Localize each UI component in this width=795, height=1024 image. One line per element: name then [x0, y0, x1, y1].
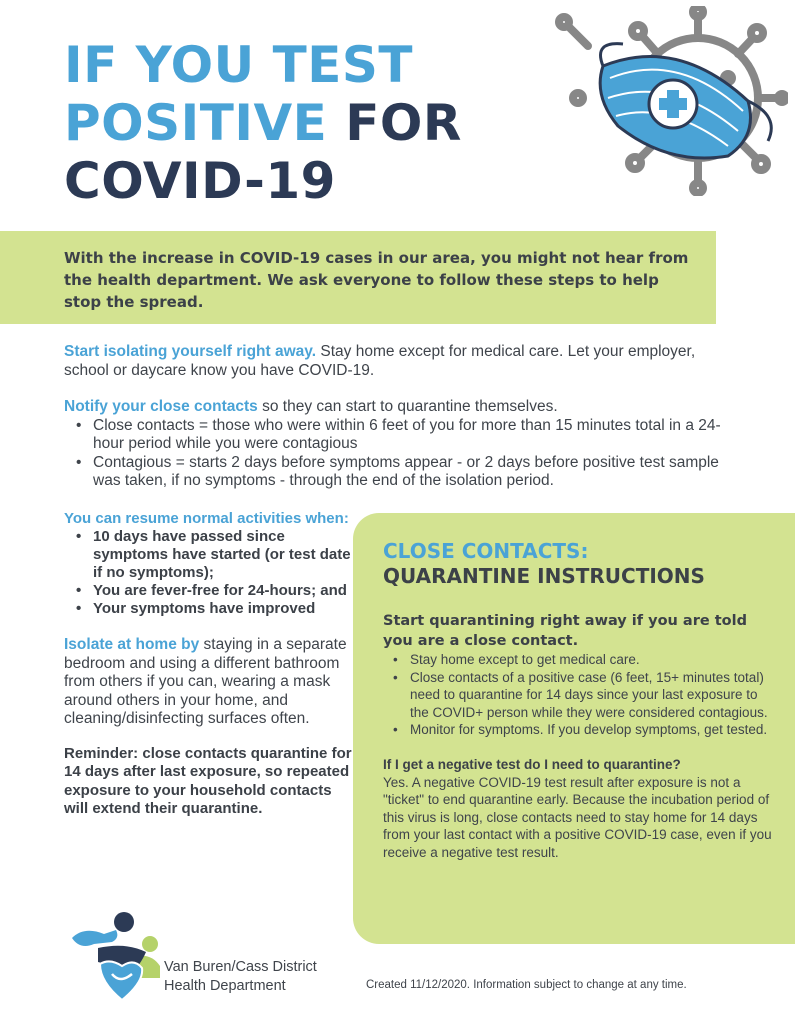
banner-text: With the increase in COVID-19 cases in our area, you might not hear from the health department. We ask everyone to follow these steps to help stop the spread.	[64, 249, 689, 311]
resume-list	[64, 528, 354, 618]
title-positive: POSITIVE	[64, 94, 328, 152]
list-item: • Contagious = starts 2 days before symptoms appear - or 2 days before positive test sample was taken, if no symptoms - through the end of the isolation period.	[93, 454, 744, 491]
notify-paragraph	[64, 398, 744, 417]
title-line-1: IF YOU TEST	[64, 36, 413, 94]
panel-heading	[383, 539, 775, 589]
isolate-home-paragraph	[64, 636, 354, 729]
notify-section	[64, 398, 744, 491]
faq-question: If I get a negative test do I need to quarantine?	[383, 756, 681, 772]
isolate-home-lead: Isolate at home by	[64, 636, 200, 653]
health-department-logo	[64, 908, 164, 1003]
department-line-2: Health Department	[164, 978, 286, 994]
notify-text: so they can start to quarantine themselves.	[257, 398, 558, 415]
title-covid: COVID-19	[64, 152, 336, 210]
notify-list	[64, 417, 744, 491]
created-note: Created 11/12/2020. Information subject to change at any time.	[366, 979, 687, 991]
isolate-now-section	[64, 343, 724, 380]
left-column	[64, 510, 354, 819]
page-title	[64, 36, 462, 210]
list-item: • Close contacts of a positive case (6 feet, 15+ minutes total) need to quarantine for 14 days since your last exposure to the COVID+ person while they were considered contagious.	[410, 669, 775, 722]
list-item: • You are fever-free for 24-hours; and	[93, 582, 354, 600]
resume-heading: You can resume normal activities when:	[64, 510, 349, 527]
panel-lead: Start quarantining right away if you are told you are a close contact.	[383, 613, 747, 649]
panel-list	[383, 651, 775, 739]
isolate-home-text: staying in a separate bedroom and using a different bathroom from others if you can, wearing a mask around others in your home, and cleaning/disinfecting surfaces often.	[64, 636, 347, 727]
quarantine-panel	[353, 513, 795, 944]
list-item: • Stay home except to get medical care.	[410, 651, 775, 669]
notify-lead: Notify your close contacts	[64, 398, 258, 415]
panel-heading-quarantine: QUARANTINE INSTRUCTIONS	[383, 564, 705, 588]
intro-banner	[0, 231, 716, 324]
faq-answer: Yes. A negative COVID-19 test result after exposure is not a "ticket" to end quarantine early. Because the incubation period of this virus is long, close contacts need to stay home for 14 days from your last contact with a positive COVID-19 case, even if you receive a negative test result.	[383, 774, 772, 860]
list-item: • Your symptoms have improved	[93, 600, 354, 618]
list-item: • 10 days have passed since symptoms have started (or test date if no symptoms);	[93, 528, 354, 582]
title-for: FOR	[345, 94, 462, 152]
list-item: • Close contacts = those who were within 6 feet of you for more than 15 minutes total in a 24-hour period while you were contagious	[93, 417, 744, 454]
department-name	[164, 958, 317, 996]
quarantine-panel-content	[383, 539, 775, 861]
reminder-text: Reminder: close contacts quarantine for 14 days after last exposure, so repeated exposure to your household contacts will extend their quarantine.	[64, 744, 352, 817]
panel-heading-close-contacts: CLOSE CONTACTS:	[383, 539, 589, 563]
isolate-now-lead: Start isolating yourself right away.	[64, 343, 317, 360]
list-item: • Monitor for symptoms. If you develop symptoms, get tested.	[410, 721, 775, 739]
department-line-1: Van Buren/Cass District	[164, 959, 317, 975]
virus-mask-icon	[548, 6, 788, 196]
isolate-now-text: Stay home except for medical care. Let your employer, school or daycare know you have COVID-19.	[64, 343, 696, 379]
